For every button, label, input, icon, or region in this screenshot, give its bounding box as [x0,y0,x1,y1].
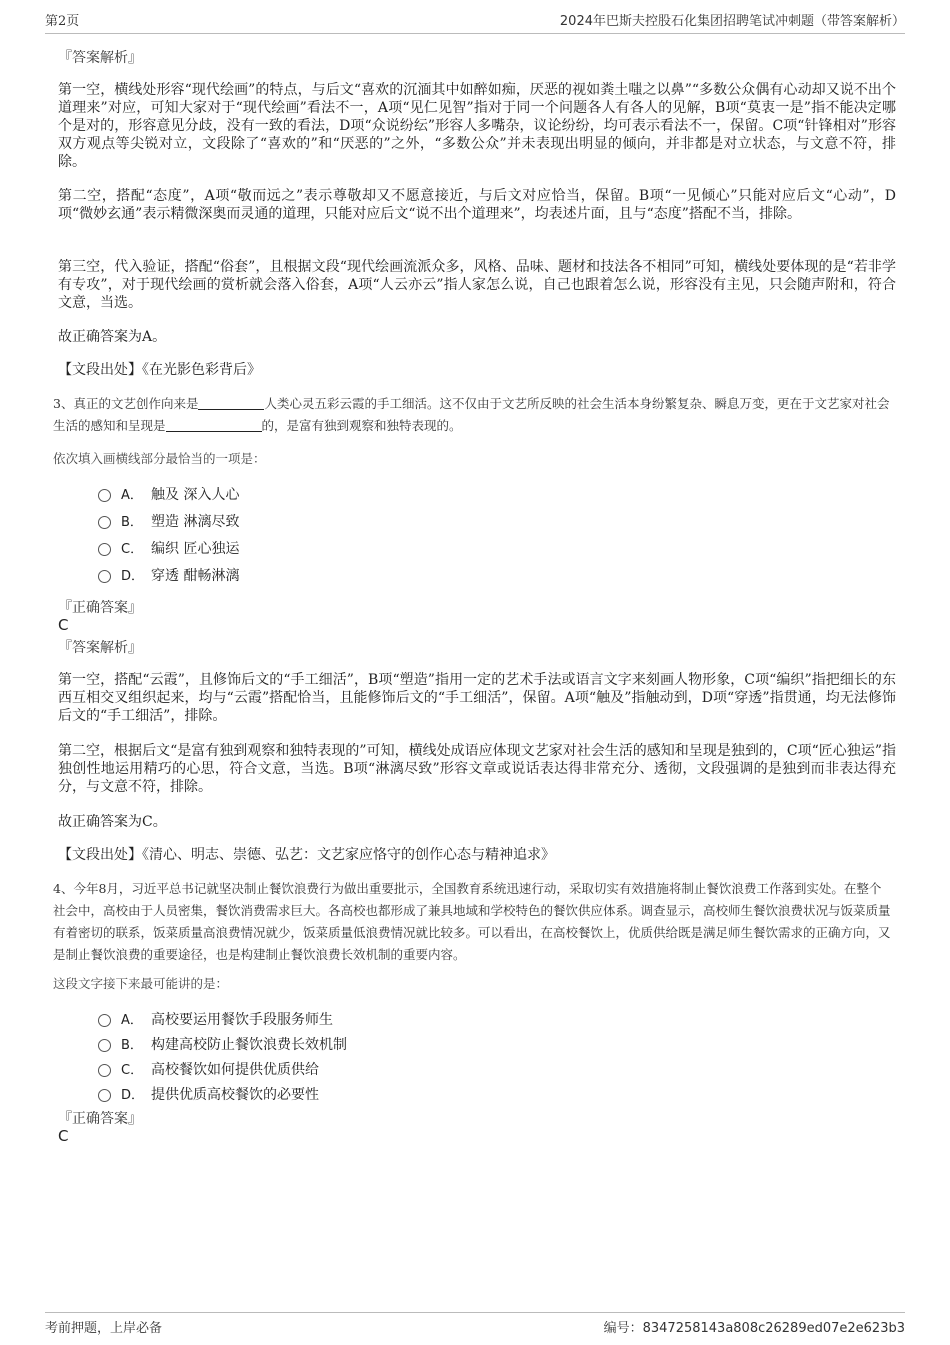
q3-blank-1 [198,395,264,410]
radio-icon[interactable] [98,1014,111,1027]
radio-icon[interactable] [98,1089,111,1102]
page-footer [45,1312,905,1336]
radio-icon[interactable] [98,1039,111,1052]
q4-option-b[interactable]: B． 构建高校防止餐饮浪费长效机制 [98,1031,347,1056]
q3-blank-2 [166,417,262,432]
radio-icon[interactable] [98,543,111,556]
radio-icon[interactable] [98,489,111,502]
document-title: 2024年巴斯夫控股石化集团招聘笔试冲刺题（带答案解析） [559,14,905,29]
radio-icon[interactable] [98,570,111,583]
q2-conclusion: 故正确答案为A。 [58,329,167,345]
page-number: 第2页 [45,14,80,29]
footer-slogan: 考前押题，上岸必备 [45,1321,163,1336]
q3-text-a: 3、真正的文艺创作向来是 [53,396,199,411]
footer-serial: 编号：8347258143a808c26289ed07e2e623b3 [603,1321,905,1336]
q4-question: 4、今年8月，习近平总书记就坚决制止餐饮浪费行为做出重要批示，全国教育系统迅速行动，采取切实有效措施将制止餐饮浪费工作落到实处。在整个社会中，高校由于人员密集，餐饮消费需求巨大。各高校也都形成了兼具地域和学校特色的餐饮供应体系。调查显示，高校师生餐饮浪费状况与饭菜质量有着密切的联系，饭菜质量高浪费情况就少，饭菜质量低浪费情况就比较多。可以看出，在高校餐饮上，优质供给既是满足师生餐饮需求的正确方向，又是制止餐饮浪费的重要途径，也是构建制止餐饮浪费长效机制的重要内容。 [53,881,891,962]
q2-source: 【文段出处】《在光影色彩背后》 [58,362,261,378]
q4-prompt: 这段文字接下来最可能讲的是： [53,976,229,991]
q3-analysis-para-1: 第一空，搭配“云霞”，且修饰后文的“手工细活”，B项“塑造”指用一定的艺术手法或语言文字来刻画人物形象，C项“编织”指把细长的东西互相交叉组织起来，均与“云霞”搭配恰当，且能修饰后文的“手工细活”，保留。A项“触及”指触动到，D项“穿透”指贯通，均无法修饰后文的“手工细活”，排除。 [58,672,896,724]
q2-analysis-para-3: 第三空，代入验证，搭配“俗套”，且根据文段“现代绘画流派众多，风格、品味、题材和技法各不相同”可知，横线处要体现的是“若非学有专攻”，对于现代绘画的赏析就会落入俗套，A项“人云亦云”指人家怎么说，自己也跟着怎么说，形容没有主见，只会随声附和，符合文意，当选。 [58,259,896,311]
q2-analysis-para-1: 第一空，横线处形容“现代绘画”的特点，与后文“喜欢的沉湎其中如醉如痴，厌恶的视如粪土嗤之以鼻”“多数公众偶有心动却又说不出个道理来”对应，可知大家对于“现代绘画”看法不一，A项“见仁见智”指对于同一个问题各人有各人的见解，B项“莫衷一是”指不能决定哪个是对的，形容意见分歧，没有一致的看法，D项“众说纷纭”形容人多嘴杂，议论纷纷，均可表示看法不一，保留。C项“针锋相对”形容双方观点等尖锐对立，文段除了“喜欢的”和“厌恶的”之外，“多数公众”并未表现出明显的倾向，并非都是对立状态，与文意不符，排除。 [58,82,896,170]
q2-analysis-label: 『答案解析』 [58,50,142,66]
q3-option-d[interactable]: D． 穿透 酣畅淋漓 [98,561,239,588]
radio-icon[interactable] [98,516,111,529]
q3-source: 【文段出处】《清心、明志、崇德、弘艺：文艺家应恪守的创作心态与精神追求》 [58,847,555,863]
q3-analysis-para-2: 第二空，根据后文“是富有独到观察和独特表现的”可知，横线处成语应体现文艺家对社会生活的感知和呈现是独到的，C项“匠心独运”指独创性地运用精巧的心思，符合文意，当选。B项“淋漓尽致”形容文章或说话表达得非常充分、透彻，文段强调的是独到而非表达得充分，与文意不符，排除。 [58,743,896,795]
q4-option-a[interactable]: A． 高校要运用餐饮手段服务师生 [98,1006,347,1031]
q3-conclusion: 故正确答案为C。 [58,814,167,830]
q3-answer-label: 『正确答案』 [58,600,142,616]
q3-options [98,480,239,588]
q3-answer: C [58,616,69,634]
q3-option-c[interactable]: C． 编织 匠心独运 [98,534,239,561]
page-header [45,10,905,34]
q2-analysis-para-2: 第二空，搭配“态度”，A项“敬而远之”表示尊敬却又不愿意接近，与后文对应恰当，保留。B项“一见倾心”只能对应后文“心动”，D项“微妙玄通”表示精微深奥而灵通的道理，只能对应后文“说不出个道理来”，均表述片面，且与“态度”搭配不当，排除。 [58,188,896,222]
q4-answer-label: 『正确答案』 [58,1111,142,1127]
q3-text-c: 的，是富有独到观察和独特表现的。 [261,418,462,433]
q3-question [53,393,891,437]
radio-icon[interactable] [98,1064,111,1077]
q3-option-a[interactable]: A． 触及 深入人心 [98,480,239,507]
q3-analysis-label: 『答案解析』 [58,640,142,656]
q4-option-d[interactable]: D． 提供优质高校餐饮的必要性 [98,1081,347,1106]
q4-option-c[interactable]: C． 高校餐饮如何提供优质供给 [98,1056,347,1081]
q4-answer: C [58,1127,69,1145]
q3-option-b[interactable]: B． 塑造 淋漓尽致 [98,507,239,534]
q3-text-b: 人类心灵五彩云霞的手工细活。这不仅由于文艺所反映的社会生活本身纷繁复杂、瞬息万变，更在于文艺家对社会生活的感知和呈现是 [53,396,890,433]
q3-prompt: 依次填入画横线部分最恰当的一项是： [53,451,266,466]
q4-options [98,1006,347,1106]
